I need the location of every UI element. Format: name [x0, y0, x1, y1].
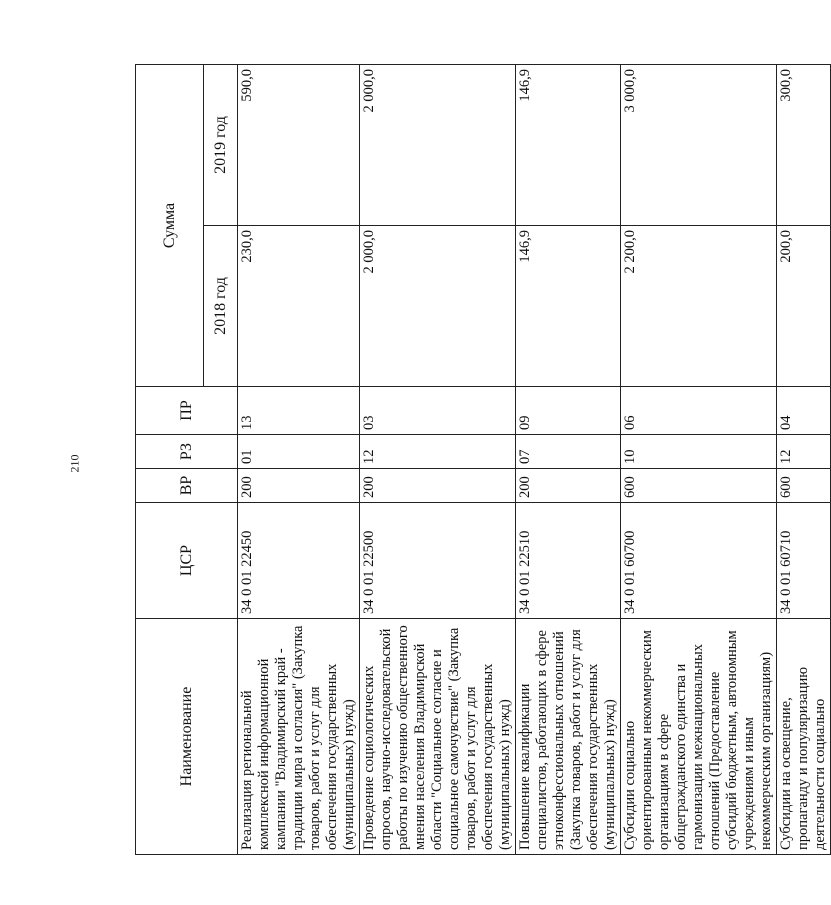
cell-vr: 200: [360, 469, 516, 503]
cell-pr: 09: [516, 387, 621, 435]
cell-rz: 01: [238, 435, 360, 469]
cell-2018: 2 200,0: [621, 226, 777, 387]
cell-2019: 590,0: [238, 65, 360, 226]
cell-name: Субсидии на освещение, пропаганду и популяризацию деятельности социально: [777, 619, 831, 855]
cell-2018: 230,0: [238, 226, 360, 387]
page-number: 210: [67, 454, 82, 473]
cell-csr: 34 0 01 22450: [238, 503, 360, 619]
budget-table: [135, 64, 831, 855]
cell-name: Субсидии социально ориентированным некоммерческим организациям в сфере общегражданского единства и гармонизации межнациональных отношений (Предоставление субсидий бюджетным, автономным учреждениям и иным некоммерческим организациям): [621, 619, 777, 855]
header-rz: РЗ: [136, 435, 238, 469]
cell-rz: 12: [360, 435, 516, 469]
header-vr: ВР: [136, 469, 238, 503]
table-row: [621, 65, 777, 855]
cell-2019: 146,9: [516, 65, 621, 226]
cell-name: Повышение квалификации специалистов, работающих в сфере этноконфессиональных отношений (Закупка товаров, работ и услуг для обеспечения государственных (муниципальных) нужд): [516, 619, 621, 855]
cell-2019: 3 000,0: [621, 65, 777, 226]
table-row: [777, 65, 831, 855]
cell-name: Реализация региональной комплексной информационной кампании "Владимирский край - традиции мира и согласия" (Закупка товаров, работ и услуг для обеспечения государственных (муниципальных) нужд): [238, 619, 360, 855]
cell-vr: 600: [621, 469, 777, 503]
table-row: [238, 65, 360, 855]
cell-pr: 06: [621, 387, 777, 435]
cell-name: Проведение социологических опросов, научно-исследовательской работы по изучению общественного мнения населения Владимирской области "Социальное согласие и социальное самочувствие" (Закупка товаров, работ и услуг для обеспечения государственных (муниципальных) нужд): [360, 619, 516, 855]
header-year-2019: 2019 год: [204, 65, 238, 226]
header-sum: Сумма: [136, 65, 204, 387]
cell-2019: 2 000,0: [360, 65, 516, 226]
cell-vr: 200: [238, 469, 360, 503]
cell-csr: 34 0 01 22500: [360, 503, 516, 619]
cell-2019: 300,0: [777, 65, 831, 226]
cell-csr: 34 0 01 60710: [777, 503, 831, 619]
budget-table-container: [135, 65, 828, 855]
cell-2018: 2 000,0: [360, 226, 516, 387]
cell-pr: 13: [238, 387, 360, 435]
cell-vr: 200: [516, 469, 621, 503]
cell-csr: 34 0 01 60700: [621, 503, 777, 619]
header-row: [136, 65, 204, 855]
cell-pr: 03: [360, 387, 516, 435]
cell-rz: 12: [777, 435, 831, 469]
table-row: [360, 65, 516, 855]
cell-2018: 200,0: [777, 226, 831, 387]
header-csr: ЦСР: [136, 503, 238, 619]
header-pr: ПР: [136, 387, 238, 435]
header-year-2018: 2018 год: [204, 226, 238, 387]
cell-vr: 600: [777, 469, 831, 503]
header-name: Наименование: [136, 619, 238, 855]
cell-pr: 04: [777, 387, 831, 435]
cell-2018: 146,9: [516, 226, 621, 387]
cell-rz: 07: [516, 435, 621, 469]
table-row: [516, 65, 621, 855]
cell-csr: 34 0 01 22510: [516, 503, 621, 619]
cell-rz: 10: [621, 435, 777, 469]
